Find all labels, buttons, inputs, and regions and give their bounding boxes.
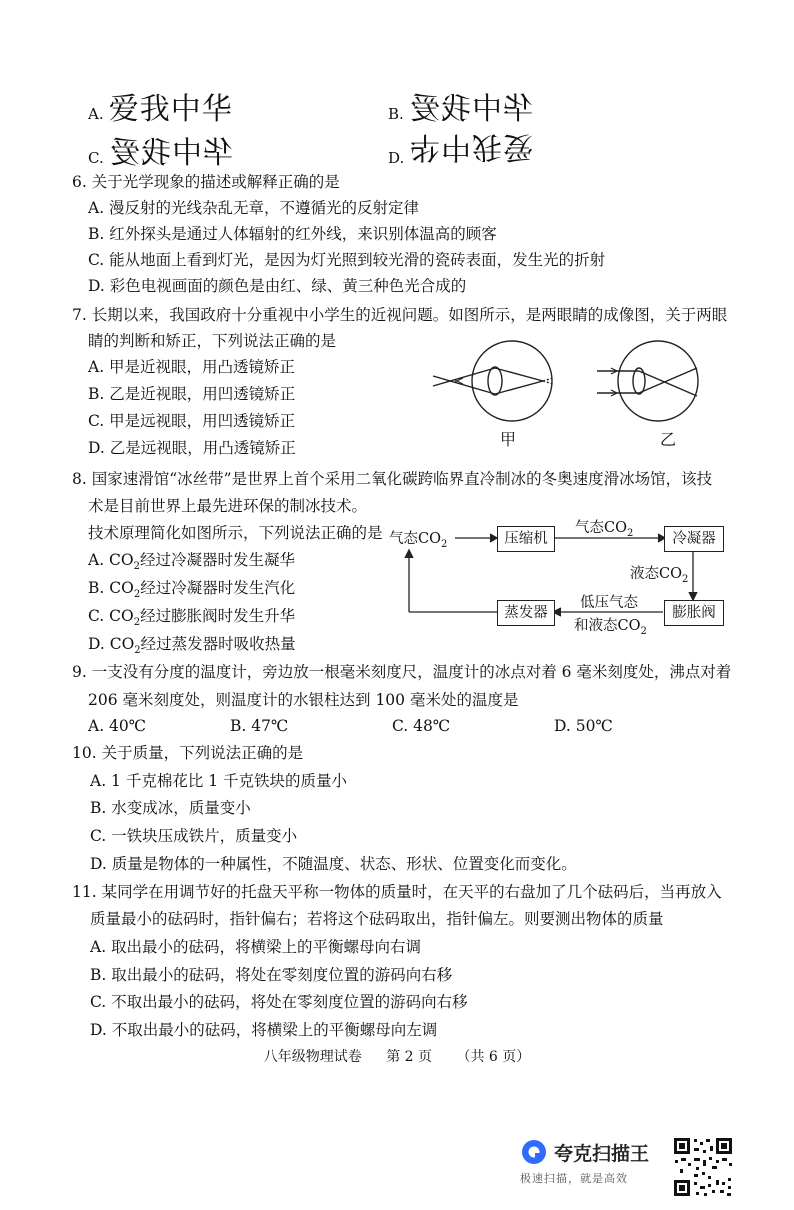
scanner-slogan: 极速扫描，就是高效 — [520, 1172, 628, 1185]
q11-option-c: C. 不取出最小的砝码，将处在零刻度位置的游码向右移 — [90, 993, 468, 1011]
q5-option-b: B. 华中我爱 — [388, 84, 533, 128]
q9-stem-2: 206 毫米刻度处，则温度计的水银柱达到 100 毫米处的温度是 — [88, 691, 519, 709]
q7-stem-1: 7. 长期以来，我国政府十分重视中小学生的近视问题。如图所示，是两眼睛的成像图，关于两眼 — [72, 306, 728, 324]
page-footer — [0, 1046, 794, 1066]
eye-label-yi: 乙 — [660, 430, 677, 449]
q9-stem-1: 9. 一支没有分度的温度计，旁边放一根毫米刻度尺，温度计的冰点对着 6 毫米刻度处，沸点对着 — [72, 663, 732, 681]
diagram-low-pressure-1: 低压气态 — [580, 595, 638, 611]
q11-option-b: B. 取出最小的砝码，将处在零刻度位置的游码向右移 — [90, 966, 453, 984]
q5-option-b-text: 华中我爱 — [408, 92, 533, 127]
footer-exam: 八年级物理试卷 — [263, 1049, 362, 1065]
q8-stem-3: 技术原理简化如图所示，下列说法正确的是 — [88, 524, 383, 542]
diagram-liquid-co2: 液态$CO_2$ — [630, 566, 689, 585]
q5-option-a-text: 爱我中华 — [108, 92, 233, 127]
scanner-watermark — [520, 1138, 670, 1186]
q5-option-d: D. 爱我中华 — [388, 128, 533, 172]
q8-stem-1: 8. 国家速滑馆“冰丝带”是世界上首个采用二氧化碳跨临界直冷制冰的冬奥速度滑冰场馆，该技 — [72, 470, 713, 488]
q6-option-d: D. 彩色电视画面的颜色是由红、绿、黄三种色光合成的 — [88, 277, 467, 295]
q5-option-c-text: 华中我爱 — [108, 136, 233, 171]
eye-diagram — [425, 338, 725, 448]
q5-option-c: C. 华中我爱 — [88, 128, 233, 172]
q9-option-c: C. 48℃ — [392, 717, 451, 735]
qr-code — [672, 1136, 734, 1198]
q6-option-a: A. 漫反射的光线杂乱无章，不遵循光的反射定律 — [88, 199, 420, 217]
diagram-gas-co2-top: 气态$CO_2$ — [575, 520, 634, 539]
q10-option-c: C. 一铁块压成铁片，质量变小 — [90, 827, 298, 845]
q11-stem-1: 11. 某同学在用调节好的托盘天平称一物体的质量时，在天平的右盘加了几个砝码后，当再放入 — [72, 883, 722, 901]
q10-option-a: A. 1 千克棉花比 1 千克铁块的质量小 — [90, 772, 348, 790]
q10-option-b: B. 水变成冰，质量变小 — [90, 799, 251, 817]
q7-stem-2: 睛的判断和矫正，下列说法正确的是 — [88, 332, 337, 350]
q7-option-a: A. 甲是近视眼，用凸透镜矫正 — [88, 358, 296, 376]
q8-option-b: B. $CO_2$经过冷凝器时发生汽化 — [88, 579, 296, 601]
eye-yi — [597, 341, 698, 421]
footer-page: 第 2 页 — [386, 1049, 432, 1065]
q9-option-b: B. 47℃ — [230, 717, 289, 735]
q6-option-b: B. 红外探头是通过人体辐射的红外线，来识别体温高的顾客 — [88, 225, 497, 243]
q10-option-d: D. 质量是物体的一种属性，不随温度、状态、形状、位置变化而变化。 — [90, 855, 577, 873]
q11-option-d: D. 不取出最小的砝码，将横梁上的平衡螺母向左调 — [90, 1021, 438, 1039]
q8-stem-2: 术是目前世界上最先进环保的制冰技术。 — [88, 497, 368, 515]
q9-option-d: D. 50℃ — [554, 717, 613, 735]
q6-stem: 6. 关于光学现象的描述或解释正确的是 — [72, 173, 340, 191]
eye-jia — [433, 341, 553, 421]
q11-option-a: A. 取出最小的砝码，将横梁上的平衡螺母向右调 — [90, 938, 422, 956]
q5-option-a: A. 爱我中华 — [88, 92, 233, 127]
diagram-evaporator: 蒸发器 — [497, 600, 555, 626]
q11-stem-2: 质量最小的砝码时，指针偏右；若将这个砝码取出，指针偏左。则要测出物体的质量 — [90, 910, 664, 928]
q8-option-c: C. $CO_2$经过膨胀阀时发生升华 — [88, 607, 296, 629]
diagram-gas-co2: 气态$CO_2$ — [389, 531, 448, 550]
scanner-brand: 夸克扫描王 — [554, 1142, 650, 1165]
q6-option-c: C. 能从地面上看到灯光，是因为灯光照到较光滑的瓷砖表面，发生光的折射 — [88, 251, 606, 269]
diagram-expansion-valve: 膨胀阀 — [664, 600, 724, 626]
footer-total: （共 6 页） — [456, 1049, 531, 1065]
q8-option-d: D. $CO_2$经过蒸发器时吸收热量 — [88, 635, 296, 657]
diagram-condenser: 冷凝器 — [664, 526, 724, 552]
q10-stem: 10. 关于质量，下列说法正确的是 — [72, 744, 304, 762]
q9-option-a: A. 40℃ — [88, 717, 147, 735]
diagram-compressor: 压缩机 — [497, 526, 555, 552]
q7-option-d: D. 乙是远视眼，用凸透镜矫正 — [88, 439, 296, 457]
eye-label-jia: 甲 — [500, 430, 517, 449]
q7-option-b: B. 乙是近视眼，用凹透镜矫正 — [88, 385, 296, 403]
q5-option-d-text: 爱我中华 — [409, 129, 534, 164]
q7-option-c: C. 甲是远视眼，用凹透镜矫正 — [88, 412, 296, 430]
diagram-low-pressure-2: 和液态$CO_2$ — [574, 618, 647, 637]
scanner-logo-icon — [520, 1138, 548, 1166]
q8-option-a: A. $CO_2$经过冷凝器时发生凝华 — [88, 551, 296, 573]
